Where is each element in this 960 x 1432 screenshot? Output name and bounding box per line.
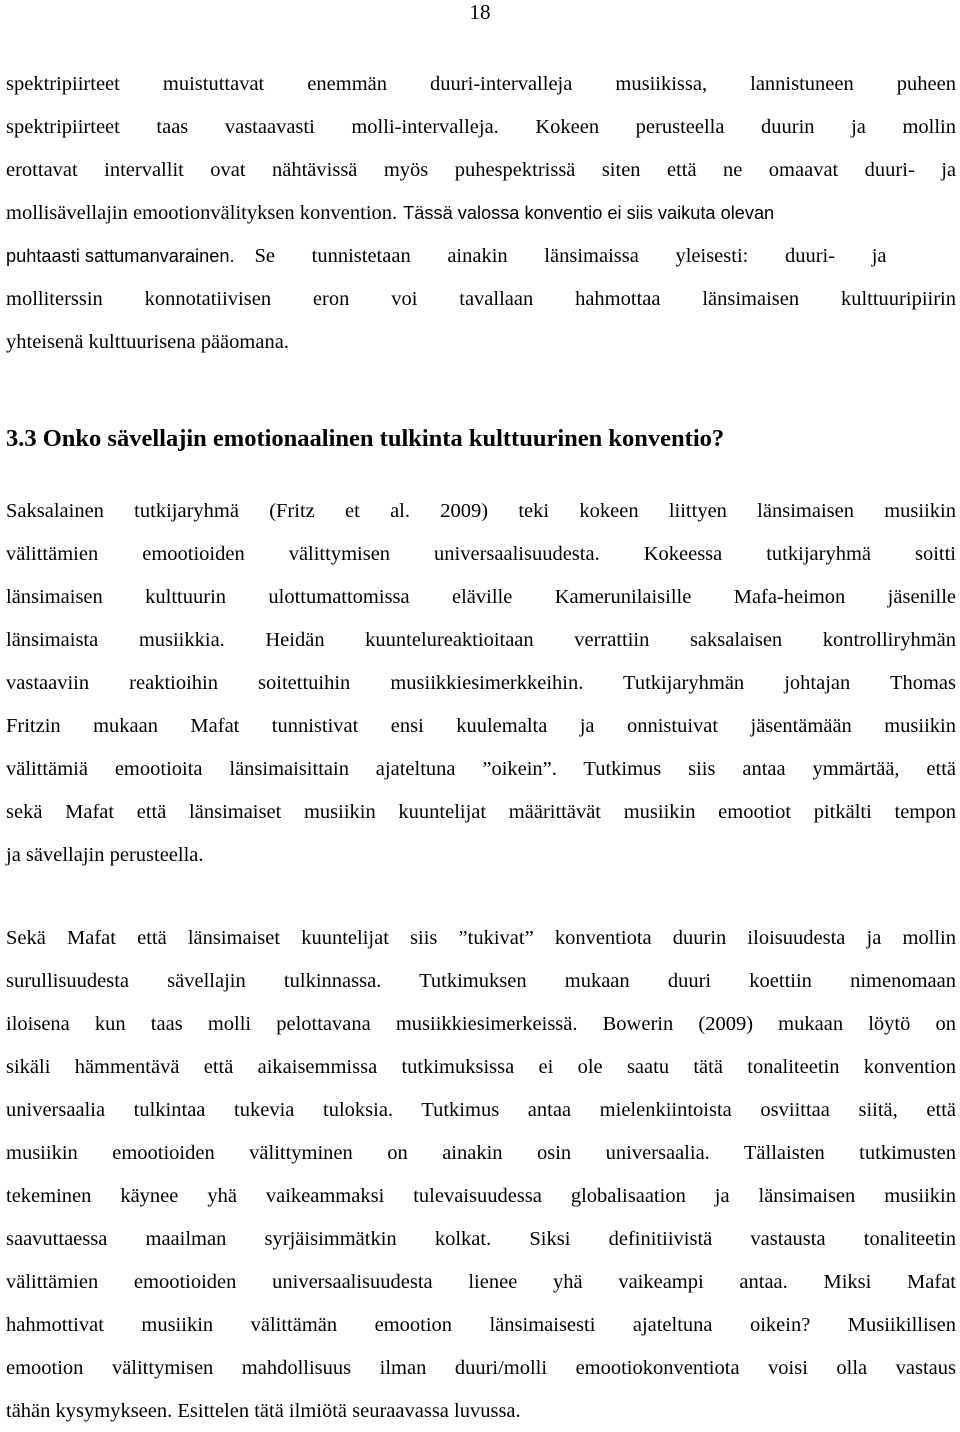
paragraph-line: Sekä Mafat että länsimaiset kuuntelijat siis ”tukivat” konventiota duurin iloisuudesta ja mollin: [6, 927, 956, 949]
paragraph-line-mixed: [6, 198, 956, 228]
paragraph-line: sikäli hämmentävä että aikaisemmissa tutkimuksissa ei ole saatu tätä tonaliteetin konvention: [6, 1056, 956, 1078]
paragraph-line: Fritzin mukaan Mafat tunnistivat ensi kuulemalta ja onnistuivat jäsentämään musiikin: [6, 715, 956, 737]
paragraph-line: emootion välittymisen mahdollisuus ilman duuri/molli emootiokonventiota voisi olla vastaus: [6, 1357, 956, 1379]
paragraph-line-serif-part: Se tunnistetaan ainakin länsimaissa yleisesti: duuri- ja: [254, 245, 887, 267]
paragraph-line: saavuttaessa maailman syrjäisimmätkin kolkat. Siksi definitiivistä vastausta tonaliteetin: [6, 1228, 956, 1250]
paragraph-line: välittämien emootioiden universaalisuudesta lienee yhä vaikeampi antaa. Miksi Mafat: [6, 1271, 956, 1293]
paragraph-line: iloisena kun taas molli pelottavana musiikkiesimerkeissä. Bowerin (2009) mukaan löytö on: [6, 1013, 956, 1035]
paragraph-line: tähän kysymykseen. Esittelen tätä ilmiötä seuraavassa luvussa.: [6, 1400, 521, 1422]
paragraph-line: vastaaviin reaktioihin soitettuihin musiikkiesimerkkeihin. Tutkijaryhmän johtajan Thomas: [6, 672, 956, 694]
paragraph-line: välittämien emootioiden välittymisen universaalisuudesta. Kokeessa tutkijaryhmä soitti: [6, 543, 956, 565]
paragraph-line: tekeminen käynee yhä vaikeammaksi tulevaisuudessa globalisaation ja länsimaisen musiikin: [6, 1185, 956, 1207]
paragraph-line-mixed: [6, 241, 956, 271]
paragraph-line: surullisuudesta sävellajin tulkinnassa. Tutkimuksen mukaan duuri koettiin nimenomaan: [6, 970, 956, 992]
paragraph-line: ja sävellajin perusteella.: [6, 844, 204, 866]
paragraph-line: sekä Mafat että länsimaiset musiikin kuuntelijat määrittävät musiikin emootiot pitkälti tempon: [6, 801, 956, 823]
paragraph-line: yhteisenä kulttuurisena pääomana.: [6, 331, 289, 353]
paragraph-line: hahmottivat musiikin välittämän emootion länsimaisesti ajateltuna oikein? Musiikillisen: [6, 1314, 956, 1336]
paragraph-line-sans-part: puhtaasti sattumanvarainen.: [6, 246, 235, 266]
paragraph-line: musiikin emootioiden välittyminen on ainakin osin universaalia. Tällaisten tutkimusten: [6, 1142, 956, 1164]
paragraph-line-sans-part: Tässä valossa konventio ei siis vaikuta olevan: [403, 203, 775, 223]
paragraph-line: spektripiirteet muistuttavat enemmän duuri-intervalleja musiikissa, lannistuneen puheen: [6, 73, 956, 95]
paragraph-line: Saksalainen tutkijaryhmä (Fritz et al. 2009) teki kokeen liittyen länsimaisen musiikin: [6, 500, 956, 522]
paragraph-line: spektripiirteet taas vastaavasti molli-intervalleja. Kokeen perusteella duurin ja mollin: [6, 116, 956, 138]
section-heading: 3.3 Onko sävellajin emotionaalinen tulkinta kulttuurinen konventio?: [6, 425, 725, 452]
paragraph-line: universaalia tulkintaa tukevia tuloksia. Tutkimus antaa mielenkiintoista osviittaa siitä, että: [6, 1099, 956, 1121]
paragraph-line-serif-part: mollisävellajin emootionvälityksen konvention.: [6, 202, 398, 224]
paragraph-line: länsimaisen kulttuurin ulottumattomissa eläville Kamerunilaisille Mafa-heimon jäsenille: [6, 586, 956, 608]
paragraph-line: välittämiä emootioita länsimaisittain ajateltuna ”oikein”. Tutkimus siis antaa ymmärtää, että: [6, 758, 956, 780]
paragraph-line: molliterssin konnotatiivisen eron voi tavallaan hahmottaa länsimaisen kulttuuripiirin: [6, 288, 956, 310]
paragraph-line: länsimaista musiikkia. Heidän kuuntelureaktioitaan verrattiin saksalaisen kontrolliryhmän: [6, 629, 956, 651]
paragraph-line: erottavat intervallit ovat nähtävissä myös puhespektrissä siten että ne omaavat duuri- ja: [6, 159, 956, 181]
page-number: 18: [469, 0, 491, 24]
